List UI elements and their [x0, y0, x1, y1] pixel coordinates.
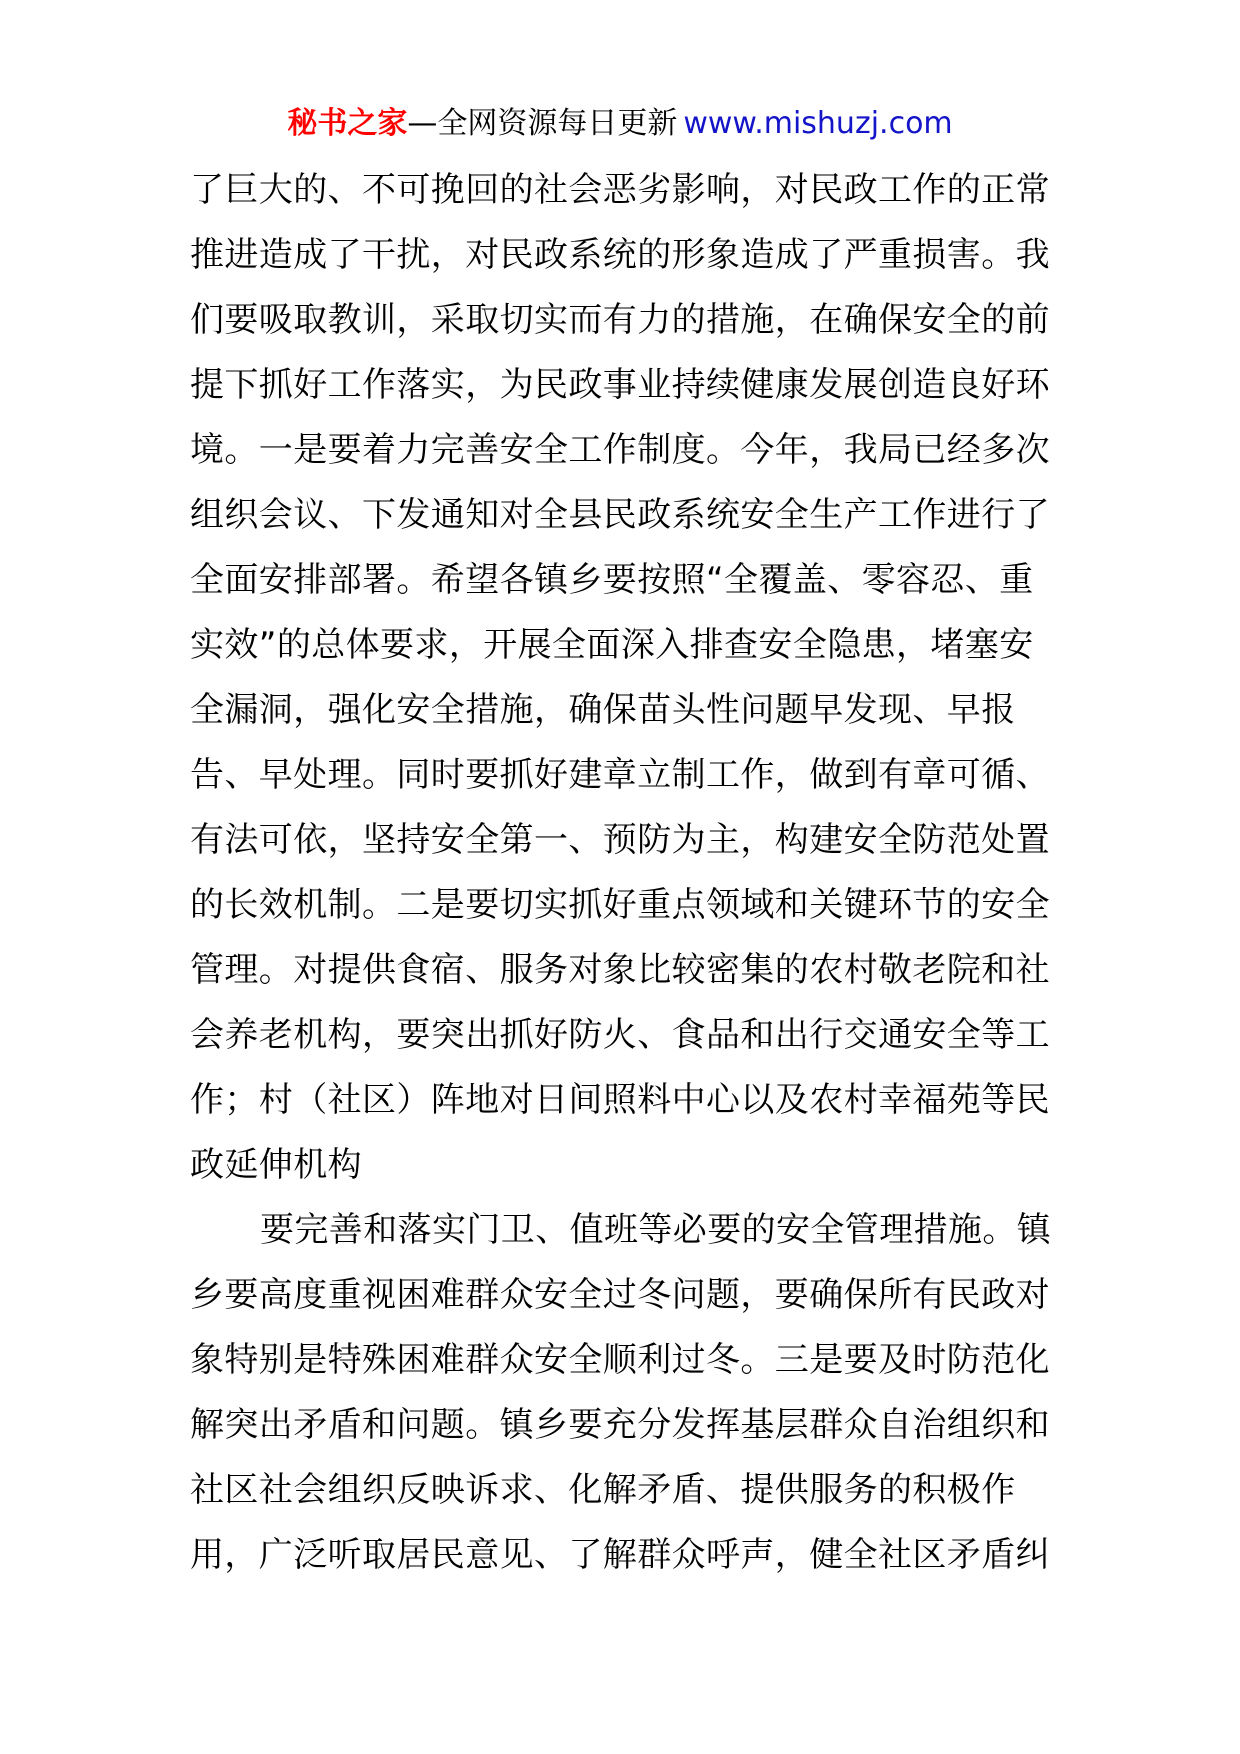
text-line: 用，广泛听取居民意见、了解群众呼声，健全社区矛盾纠 — [190, 1535, 1050, 1575]
header-tagline: —全网资源每日更新 — [407, 106, 678, 141]
text-line: 有法可依，坚持安全第一、预防为主，构建安全防范处置 — [190, 820, 1050, 860]
text-line: 告、早处理。同时要抓好建章立制工作，做到有章可循、 — [190, 755, 1050, 795]
text-line: 推进造成了干扰，对民政系统的形象造成了严重损害。我 — [190, 235, 1050, 275]
text-line: 政延伸机构 — [190, 1145, 362, 1185]
page-header — [0, 104, 1240, 144]
text-line: 组织会议、下发通知对全县民政系统安全生产工作进行了 — [190, 495, 1050, 535]
paragraph-2 — [190, 1198, 1070, 1588]
brand-name: 秘书之家 — [287, 106, 408, 141]
text-line: 境。一是要着力完善安全工作制度。今年，我局已经多次 — [190, 430, 1050, 470]
text-line: 解突出矛盾和问题。镇乡要充分发挥基层群众自治组织和 — [190, 1405, 1050, 1445]
text-line: 了巨大的、不可挽回的社会恶劣影响，对民政工作的正常 — [190, 170, 1050, 210]
text-line: 管理。对提供食宿、服务对象比较密集的农村敬老院和社 — [190, 950, 1050, 990]
paragraph-1 — [190, 158, 1070, 1198]
text-line: 实效”的总体要求，开展全面深入排查安全隐患，堵塞安 — [190, 625, 1034, 665]
text-line: 提下抓好工作落实，为民政事业持续健康发展创造良好环 — [190, 365, 1050, 405]
text-line: 象特别是特殊困难群众安全顺利过冬。三是要及时防范化 — [190, 1340, 1050, 1380]
website-link[interactable]: www.mishuzj.com — [683, 106, 953, 141]
text-line: 会养老机构，要突出抓好防火、食品和出行交通安全等工 — [190, 1015, 1050, 1055]
text-line: 乡要高度重视困难群众安全过冬问题，要确保所有民政对 — [190, 1275, 1050, 1315]
text-line: 作；村（社区）阵地对日间照料中心以及农村幸福苑等民 — [190, 1080, 1050, 1120]
text-line: 们要吸取教训，采取切实而有力的措施，在确保安全的前 — [190, 300, 1050, 340]
text-line: 全面安排部署。希望各镇乡要按照“全覆盖、零容忍、重 — [190, 560, 1034, 600]
text-line: 社区社会组织反映诉求、化解矛盾、提供服务的积极作 — [190, 1470, 1016, 1510]
document-body — [190, 158, 1070, 1588]
text-line: 全漏洞，强化安全措施，确保苗头性问题早发现、早报 — [190, 690, 1016, 730]
text-line: 要完善和落实门卫、值班等必要的安全管理措施。镇 — [260, 1210, 1052, 1250]
text-line: 的长效机制。二是要切实抓好重点领域和关键环节的安全 — [190, 885, 1050, 925]
